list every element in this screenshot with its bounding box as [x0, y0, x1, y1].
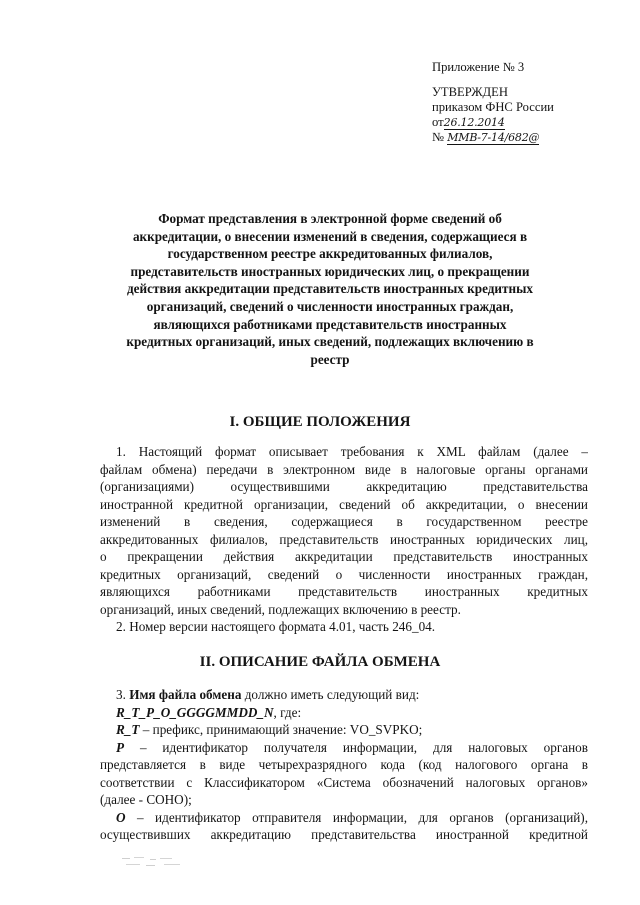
paragraph-line: (организациями) осуществившими аккредитацию представительства	[100, 479, 588, 494]
handwritten-number: ММВ-7-14/682@	[447, 131, 540, 144]
sender-definition-line	[100, 809, 588, 827]
title-line: представительств иностранных юридических лиц, о прекращении	[130, 263, 530, 279]
prefix-text: – префикс, принимающий значение: VO_SVPKO;	[142, 722, 423, 737]
title-line: государственном реестре аккредитованных филиалов,	[167, 246, 493, 262]
section-1-paragraph-1-body	[100, 461, 588, 636]
paragraph-3-rest: должно иметь следующий вид:	[244, 687, 420, 702]
file-name-pattern-line	[100, 704, 588, 722]
title-line: являющихся работниками представительств иностранных	[153, 316, 507, 332]
paragraph-line: иностранной кредитной организации, сведений об аккредитации, о внесении	[100, 496, 588, 512]
recipient-term: P	[116, 739, 125, 755]
paragraph-last-line: (далее - СОНО);	[100, 792, 192, 807]
approved-label: УТВЕРЖДЕН	[432, 85, 508, 99]
file-name-term: Имя файла обмена	[129, 687, 242, 702]
order-number-line	[432, 130, 622, 145]
paragraph-3-line	[100, 686, 588, 704]
scan-smudge	[120, 855, 190, 869]
paragraph-number: 3.	[116, 687, 126, 702]
prefix-definition	[100, 721, 588, 739]
title-line: аккредитации, о внесении изменений в сведения, содержащиеся в	[132, 228, 528, 244]
section-2-heading: II. ОПИСАНИЕ ФАЙЛА ОБМЕНА	[199, 654, 441, 670]
paragraph-line: представляется в виде четырехразрядного кода (код налогового органа в	[100, 757, 588, 772]
document-title	[80, 210, 580, 368]
paragraph-line: файлам обмена) передачи в электронном виде в налоговые органы органами	[100, 461, 588, 477]
title-line: кредитных организаций, иных сведений, подлежащих включению в	[126, 334, 534, 350]
section-1-paragraph-1	[100, 443, 588, 461]
section-2-body	[100, 686, 588, 844]
paragraph-line: изменений в сведения, содержащиеся в государственном реестре	[100, 514, 588, 529]
sender-term: O	[116, 809, 126, 825]
paragraph-line: о прекращении действия аккредитации представительств иностранных	[100, 549, 588, 564]
pattern-tail: , где:	[273, 704, 302, 720]
paragraph-line: кредитных организаций, сведений о численности иностранных граждан,	[100, 566, 588, 582]
file-name-pattern: R_T_P_O_GGGGMMDD_N	[116, 704, 274, 720]
paragraph-line: являющихся работниками представительств иностранных кредитных	[100, 584, 588, 599]
order-date-line	[432, 115, 622, 130]
paragraph-line: соответствии с Классификатором «Система обозначений налоговых органов»	[100, 774, 588, 790]
approval-block	[432, 60, 622, 145]
title-line: организаций, сведений о численности иностранных граждан,	[146, 298, 514, 314]
title-line: действия аккредитации представительств иностранных кредитных	[127, 281, 533, 297]
number-prefix: №	[432, 130, 445, 144]
title-line: реестр	[310, 351, 350, 367]
paragraph-line: аккредитованных филиалов, представительств иностранных юридических лиц,	[100, 531, 588, 547]
appendix-number: Приложение № 3	[432, 60, 525, 74]
paragraph-line: осуществивших аккредитацию представительства иностранной кредитной	[100, 827, 588, 842]
recipient-definition-line	[100, 739, 588, 757]
prefix-term: R_T	[116, 722, 140, 737]
paragraph-last-line: организаций, иных сведений, подлежащих включению в реестр.	[100, 601, 461, 617]
date-prefix: от	[432, 115, 444, 129]
paragraph-line: 1. Настоящий формат описывает требования к XML файлам (далее –	[116, 444, 588, 459]
recipient-text: – идентификатор получателя информации, для налоговых органов	[139, 739, 588, 755]
title-line: Формат представления в электронной форме сведений об	[158, 211, 502, 226]
section-1-paragraph-2: 2. Номер версии настоящего формата 4.01, часть 246_04.	[116, 619, 436, 634]
section-1-heading: I. ОБЩИЕ ПОЛОЖЕНИЯ	[229, 414, 411, 430]
approved-by-order: приказом ФНС России	[432, 100, 554, 114]
handwritten-date: 26.12.2014	[443, 116, 505, 129]
sender-text: – идентификатор отправителя информации, для органов (организаций),	[137, 809, 588, 825]
